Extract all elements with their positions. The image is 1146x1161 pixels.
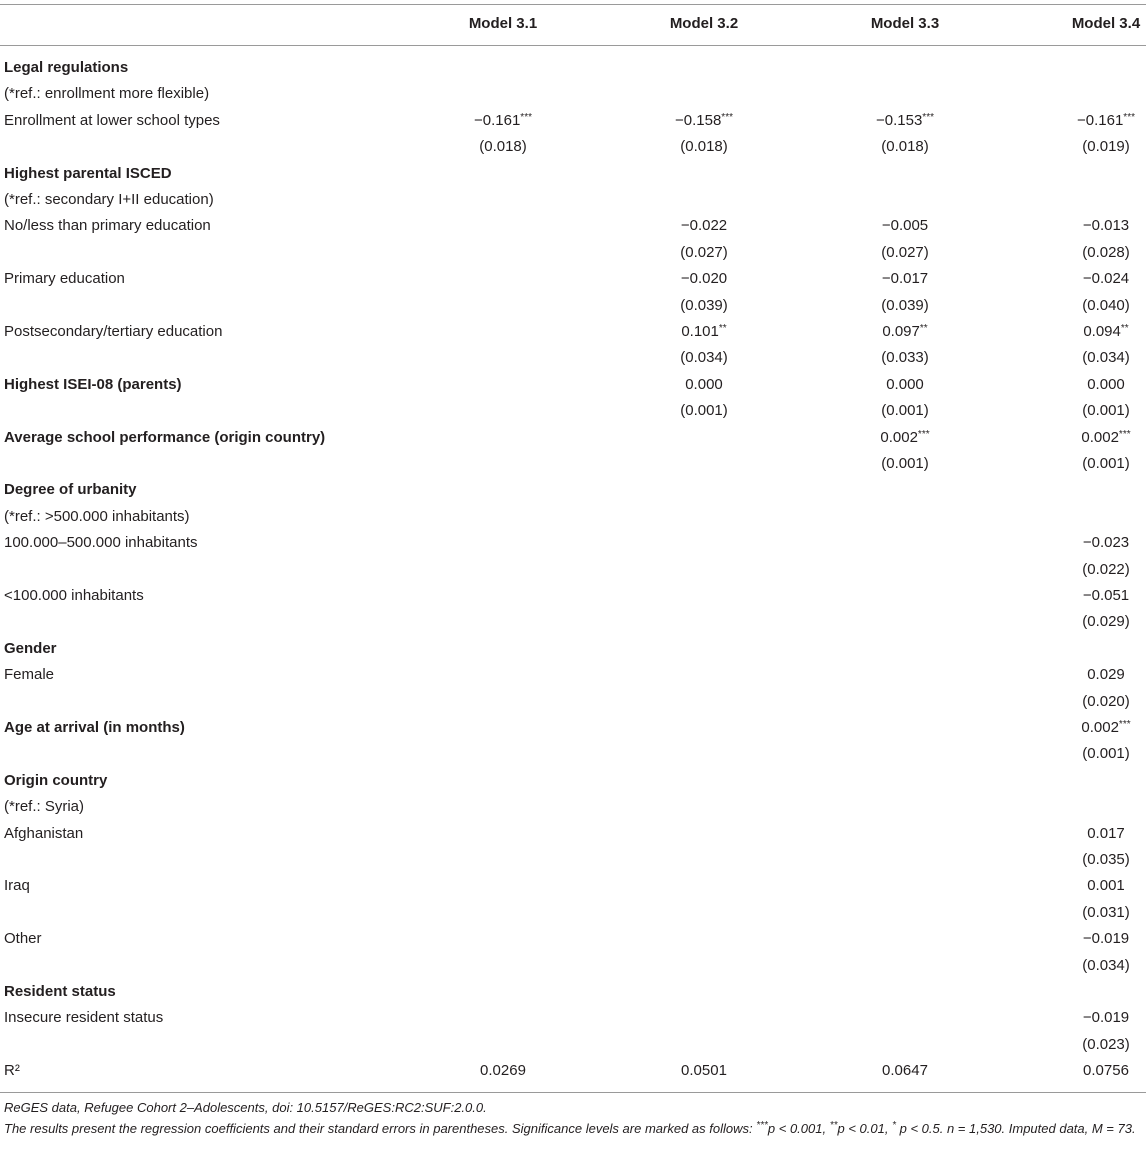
coefficient-value: −0.161 xyxy=(474,111,521,129)
row-group-heading: Degree of urbanity xyxy=(4,481,137,499)
table-cell: −0.017 xyxy=(881,270,929,288)
row-group-heading: Gender xyxy=(4,639,57,657)
table-cell: (0.039) xyxy=(680,296,728,314)
coefficient-value: 0.002 xyxy=(1081,428,1119,446)
table-note-significance: The results present the regression coefficients and their standard errors in parentheses. Significance levels are marked as follows: ***p < 0.001, **p < 0.01, * p < 0.5. n = 1,530. Imputed data, M = 73. xyxy=(4,1120,1136,1136)
coefficient-value: −0.153 xyxy=(876,111,923,129)
row-group-heading: Age at arrival (in months) xyxy=(4,719,185,736)
table-row xyxy=(0,873,1146,899)
table-row xyxy=(0,134,1146,160)
row-label: <100.000 inhabitants xyxy=(4,587,144,604)
table-row xyxy=(0,953,1146,979)
table-row xyxy=(0,108,1146,134)
table-cell: (0.018) xyxy=(881,138,929,156)
table-row xyxy=(0,583,1146,609)
row-label: Primary education xyxy=(4,270,125,288)
table-row xyxy=(0,477,1146,503)
table-row xyxy=(0,161,1146,187)
table-cell xyxy=(845,108,965,134)
table-cell: (0.018) xyxy=(479,138,527,156)
table-row xyxy=(0,609,1146,635)
row-group-heading: Average school performance (origin country) xyxy=(4,428,326,446)
table-row xyxy=(0,1032,1146,1058)
table-cell: 0.000 xyxy=(886,375,924,393)
table-cell xyxy=(644,319,764,345)
table-cell: (0.029) xyxy=(1082,613,1130,631)
table-row xyxy=(0,530,1146,556)
table-row xyxy=(0,345,1146,371)
table-row xyxy=(0,768,1146,794)
row-group-heading: Highest parental ISCED xyxy=(4,164,172,182)
table-cell: (0.020) xyxy=(1082,692,1130,710)
table-cell: (0.001) xyxy=(881,455,929,472)
table-row xyxy=(0,451,1146,477)
row-label: (*ref.: enrollment more flexible) xyxy=(4,85,210,103)
coefficient-value: −0.161 xyxy=(1077,111,1124,129)
table-cell: 0.0501 xyxy=(681,1062,727,1080)
row-label: Female xyxy=(4,666,55,684)
table-row xyxy=(0,979,1146,1005)
row-group-heading: Highest ISEI-08 (parents) xyxy=(4,375,182,393)
row-label: R² xyxy=(4,1062,20,1080)
row-group-heading: Origin country xyxy=(4,771,108,789)
table-row xyxy=(0,847,1146,873)
significance-stars: *** xyxy=(917,428,930,440)
row-label: Other xyxy=(4,930,42,948)
row-label: (*ref.: >500.000 inhabitants) xyxy=(4,507,190,525)
table-cell: (0.031) xyxy=(1082,903,1130,921)
table-cell: (0.033) xyxy=(881,349,929,367)
table-row xyxy=(0,794,1146,820)
row-label: No/less than primary education xyxy=(4,217,211,235)
table-cell: −0.013 xyxy=(1082,217,1130,235)
table-cell: 0.000 xyxy=(1087,375,1125,393)
table-cell: (0.022) xyxy=(1082,560,1130,578)
table-row xyxy=(0,689,1146,715)
table-cell: (0.001) xyxy=(1082,455,1130,472)
table-cell: −0.022 xyxy=(680,217,728,235)
table-cell: (0.001) xyxy=(1082,745,1130,763)
table-row xyxy=(0,557,1146,583)
significance-stars: *** xyxy=(1123,111,1135,123)
table-row xyxy=(0,55,1146,81)
table-cell: (0.027) xyxy=(881,243,929,261)
table-cell xyxy=(845,319,965,345)
table-cell: (0.039) xyxy=(881,296,929,314)
table-bottom-rule xyxy=(0,1092,1146,1093)
table-cell: −0.019 xyxy=(1082,1009,1130,1027)
table-row xyxy=(0,372,1146,398)
table-cell: −0.023 xyxy=(1082,534,1130,552)
row-label: Enrollment at lower school types xyxy=(4,111,220,129)
table-cell: (0.001) xyxy=(881,402,929,420)
table-cell: 0.017 xyxy=(1087,824,1125,842)
coefficient-value: 0.002 xyxy=(1081,719,1119,736)
table-cell: (0.023) xyxy=(1082,1035,1130,1053)
table-cell xyxy=(1046,108,1146,134)
table-row xyxy=(0,398,1146,424)
table-cell: 0.029 xyxy=(1087,666,1125,684)
table-cell: (0.034) xyxy=(680,349,728,367)
table-cell: (0.027) xyxy=(680,243,728,261)
row-label: Insecure resident status xyxy=(4,1009,164,1027)
table-cell xyxy=(845,425,965,451)
table-row xyxy=(0,636,1146,662)
table-cell xyxy=(1046,319,1146,345)
significance-stars: *** xyxy=(1118,719,1131,730)
significance-stars: *** xyxy=(520,111,532,123)
table-row xyxy=(0,213,1146,239)
row-label: Afghanistan xyxy=(4,824,84,842)
table-row xyxy=(0,662,1146,688)
table-cell: (0.035) xyxy=(1082,851,1130,868)
table-row xyxy=(0,821,1146,847)
table-cell: (0.001) xyxy=(1082,402,1130,420)
row-group-heading: Resident status xyxy=(4,983,116,1000)
row-label: (*ref.: Syria) xyxy=(4,798,85,816)
table-cell: 0.001 xyxy=(1087,877,1125,895)
table-cell: (0.028) xyxy=(1082,243,1130,261)
table-cell: 0.0269 xyxy=(480,1062,526,1080)
significance-stars: *** xyxy=(721,111,733,123)
coefficient-value: 0.097 xyxy=(882,323,920,340)
row-label: 100.000–500.000 inhabitants xyxy=(4,534,198,552)
table-row xyxy=(0,81,1146,107)
significance-stars: ** xyxy=(718,323,727,334)
table-row xyxy=(0,741,1146,767)
table-cell: 0.0647 xyxy=(882,1062,928,1080)
table-cell: (0.001) xyxy=(680,402,728,420)
table-cell: 0.000 xyxy=(685,375,723,393)
table-cell: (0.040) xyxy=(1082,296,1130,314)
row-label: (*ref.: secondary I+II education) xyxy=(4,191,214,208)
table-cell xyxy=(644,108,764,134)
table-cell: (0.034) xyxy=(1082,956,1130,974)
column-header-model-3-3: Model 3.3 xyxy=(870,15,940,32)
significance-stars: *** xyxy=(1118,428,1131,440)
coefficient-value: 0.002 xyxy=(880,428,918,446)
table-row xyxy=(0,1005,1146,1031)
table-row xyxy=(0,715,1146,741)
row-label: Postsecondary/tertiary education xyxy=(4,323,223,340)
table-row xyxy=(0,926,1146,952)
column-header-model-3-2: Model 3.2 xyxy=(669,15,739,32)
table-cell: (0.034) xyxy=(1082,349,1130,367)
row-label: Iraq xyxy=(4,877,30,895)
row-group-heading: Legal regulations xyxy=(4,59,129,76)
table-cell: 0.0756 xyxy=(1083,1062,1129,1080)
table-cell: (0.019) xyxy=(1082,138,1130,156)
table-row xyxy=(0,319,1146,345)
table-row xyxy=(0,293,1146,319)
table-header-rule xyxy=(0,45,1146,46)
column-header-model-3-1: Model 3.1 xyxy=(468,15,538,32)
table-row xyxy=(0,900,1146,926)
coefficient-value: 0.101 xyxy=(681,323,719,340)
table-row xyxy=(0,187,1146,213)
significance-stars: ** xyxy=(1120,323,1129,334)
table-row xyxy=(0,425,1146,451)
table-row xyxy=(0,266,1146,292)
table-top-rule xyxy=(0,4,1146,5)
table-cell: −0.005 xyxy=(881,217,929,235)
column-header-model-3-4: Model 3.4 xyxy=(1071,15,1141,32)
table-cell xyxy=(443,108,563,134)
significance-stars: ** xyxy=(919,323,928,334)
table-row xyxy=(0,1058,1146,1084)
coefficient-value: 0.094 xyxy=(1083,323,1121,340)
table-row xyxy=(0,504,1146,530)
table-note-source: ReGES data, Refugee Cohort 2–Adolescents, doi: 10.5157/ReGES:RC2:SUF:2.0.0. xyxy=(4,1100,487,1115)
table-cell: −0.024 xyxy=(1082,270,1130,288)
table-cell: (0.018) xyxy=(680,138,728,156)
table-cell: −0.019 xyxy=(1082,930,1130,948)
coefficient-value: −0.158 xyxy=(675,111,722,129)
table-cell: −0.051 xyxy=(1082,587,1130,604)
table-cell xyxy=(1046,425,1146,451)
table-row xyxy=(0,240,1146,266)
significance-stars: *** xyxy=(922,111,934,123)
table-cell: −0.020 xyxy=(680,270,728,288)
table-cell xyxy=(1046,715,1146,741)
